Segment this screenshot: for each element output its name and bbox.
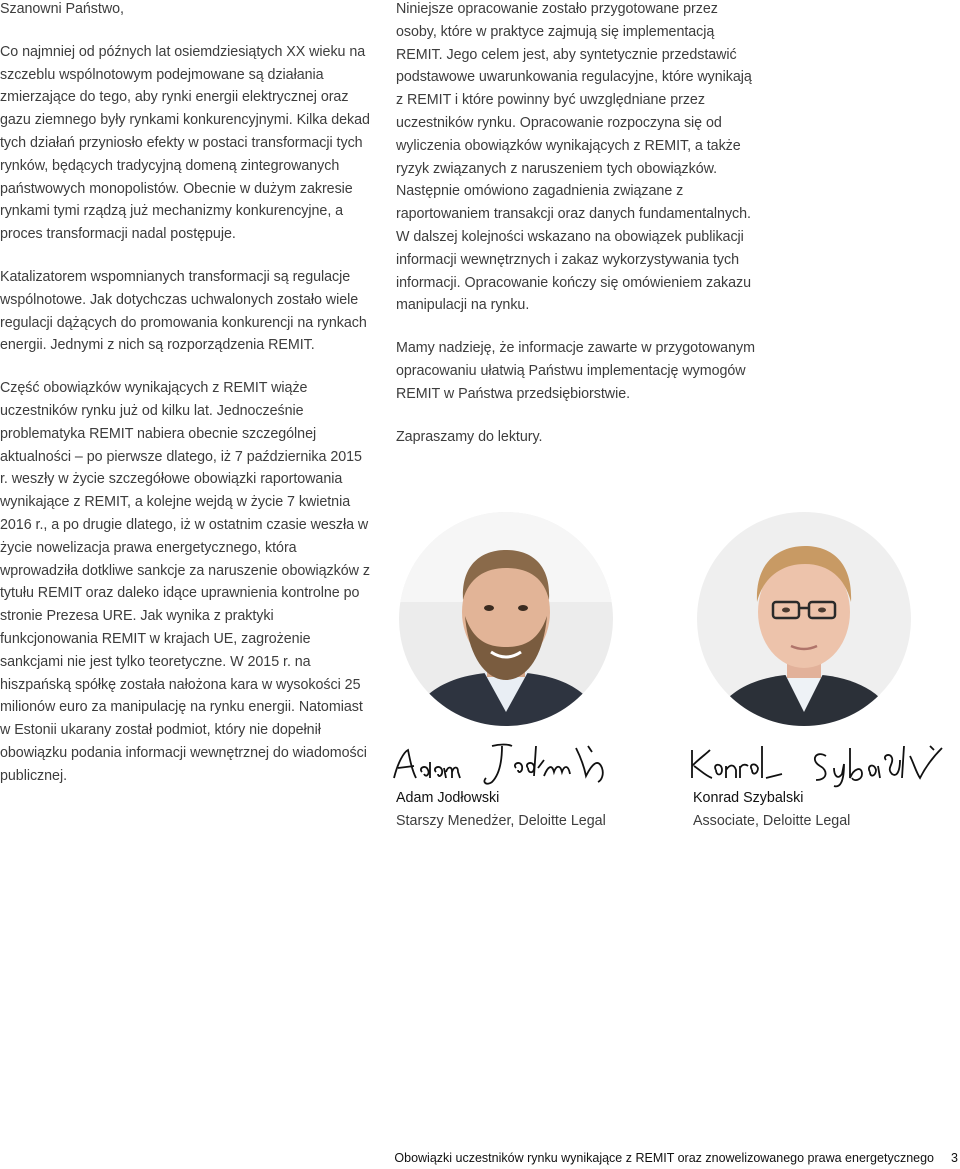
author-role-adam: Starszy Menedżer, Deloitte Legal: [396, 813, 606, 829]
paragraph: Niniejsze opracowanie zostało przygotowane przez osoby, które w praktyce zajmują się implementacją REMIT. Jego celem jest, aby syntetycznie przedstawić podstawowe uwarunkowania regulacyjne, które wynikają z REMIT i które powinny być uwzględniane przez uczestników rynku. Opracowanie rozpoczyna się od wyliczenia obowiązków wynikających z REMIT, a także ryzyk związanych z naruszeniem tych obowiązków. Następnie omówiono zagadnienia związane z raportowaniem transakcji oraz danych fundamentalnych. W dalszej kolejności wskazano na obowiązek publikacji informacji wewnętrznych i zakaz wykorzystywania tych informacji. Opracowanie kończy się omówieniem zakazu manipulacji na rynku.: [396, 1, 752, 314]
handwritten-signature: [388, 738, 618, 790]
author-name-adam: Adam Jodłowski: [396, 790, 500, 806]
author-name-konrad: Konrad Szybalski: [693, 790, 804, 806]
paragraph: Zapraszamy do lektury.: [396, 428, 543, 445]
paragraph: Katalizatorem wspomnianych transformacji są regulacje wspólnotowe. Jak dotychczas uchwalonych zostało wiele regulacji dążących do promowania konkurencji na rynkach energii. Jednymi z nich są rozporządzenia REMIT.: [0, 268, 367, 354]
paragraph: Część obowiązków wynikających z REMIT wiąże uczestników rynku już od kilku lat. Jednocześnie problematyka REMIT nabiera obecnie szczególnej aktualności – po pierwsze dlatego, iż 7 października 2015 r. weszły w życie szczegółowe obowiązki raportowania wynikające z REMIT, a kolejne wejdą w życie 7 kwietnia 2016 r., a po drugie dlatego, iż w ostatnim czasie weszła w życie nowelizacja prawa energetycznego, która wprowadziła dotkliwe sankcje za naruszenie obowiązków z tytułu REMIT oraz daleko idące uprawnienia kontrolne po stronie Prezesa URE. Jak wynika z praktyki funkcjonowania REMIT w krajach UE, zagrożenie sankcjami nie jest tylko teoretyczne. W 2015 r. na hiszpańską spółkę została nałożona kara w wysokości 25 milionów euro za manipulację na rynku energii. Natomiast w Estonii ukarany został podmiot, który nie dopełnił obowiązku podania informacji wewnętrznej do wiadomości publicznej.: [0, 380, 370, 784]
footer-title: Obowiązki uczestników rynku wynikające z REMIT oraz znowelizowanego prawa energetycznego: [394, 1151, 934, 1165]
handwritten-signature: [686, 738, 956, 790]
author-photo-konrad: [697, 512, 911, 726]
author-photo-adam: [399, 512, 613, 726]
portrait-image: [399, 512, 613, 726]
salutation: Szanowni Państwo,: [0, 1, 124, 17]
left-column: [0, 0, 372, 808]
portrait-image: [697, 512, 911, 726]
paragraph: Mamy nadzieję, że informacje zawarte w przygotowanym opracowaniu ułatwią Państwu implementację wymogów REMIT w Państwa przedsiębiorstwie.: [396, 340, 755, 402]
signature-konrad: [686, 738, 956, 790]
page-number: 3: [951, 1151, 958, 1165]
signature-adam: [388, 738, 618, 790]
paragraph: Co najmniej od późnych lat osiemdziesiątych XX wieku na szczeblu wspólnotowym podejmowane są działania zmierzające do tego, aby rynki energii elektrycznej oraz gazu ziemnego były rynkami konkurencyjnymi. Kilka dekad tych działań przyniosło efekty w postaci transformacji tych rynków, będących tradycyjną domeną zintegrowanych państwowych monopolistów. Obecnie w dużym zakresie rynkami tymi rządzą już mechanizmy konkurencyjne, a proces transformacji nadal postępuje.: [0, 43, 370, 243]
right-column: [396, 0, 758, 468]
author-role-konrad: Associate, Deloitte Legal: [693, 813, 851, 829]
